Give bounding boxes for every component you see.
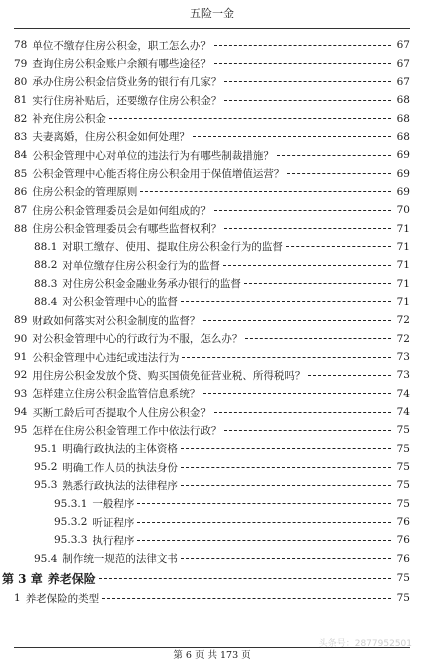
toc-title: 夫妻离婚，住房公积金如何处理？ [32, 131, 190, 144]
toc-leader [203, 393, 391, 394]
toc-number: 88.4 [34, 295, 58, 308]
toc-entry[interactable] [0, 183, 424, 201]
toc-number: 91 [14, 351, 28, 364]
toc-page: 76 [396, 534, 410, 547]
toc-leader [224, 430, 391, 431]
toc-number: 95.3 [34, 479, 58, 492]
toc-entry[interactable] [0, 440, 424, 458]
toc-number: 88.2 [34, 259, 58, 272]
toc-entry[interactable] [0, 348, 424, 366]
toc-page: 69 [396, 167, 410, 180]
toc-page: 75 [396, 442, 410, 455]
toc-title: 住房公积金管理委员会有哪些监督权利？ [32, 223, 222, 236]
toc-number: 95 [14, 424, 28, 437]
toc-number: 95.3.3 [54, 534, 88, 547]
toc-number: 93 [14, 387, 28, 400]
toc-number: 88 [14, 222, 28, 235]
toc-page: 67 [396, 39, 410, 52]
toc-title: 一般程序 [92, 498, 135, 511]
toc-entry[interactable] [0, 36, 424, 54]
toc-entry[interactable] [0, 219, 424, 237]
toc-number: 95.3.2 [54, 516, 88, 529]
footer-rule [14, 647, 410, 648]
toc-leader [137, 503, 391, 504]
toc-page: 76 [396, 552, 410, 565]
toc-number: 95.3.1 [54, 497, 88, 510]
toc-page: 72 [396, 314, 410, 327]
toc-leader [102, 598, 391, 599]
toc-leader [244, 283, 391, 284]
toc-page: 75 [396, 572, 410, 585]
toc-entry[interactable] [0, 201, 424, 219]
toc-page: 69 [396, 185, 410, 198]
toc-title: 对公积金管理中心的行政行为不服，怎么办？ [32, 333, 243, 346]
toc-leader [223, 265, 391, 266]
toc-leader [140, 191, 391, 192]
toc-entry[interactable] [0, 495, 424, 513]
toc-title: 补充住房公积金 [32, 113, 106, 126]
toc-leader [181, 467, 391, 468]
toc-page: 71 [396, 259, 410, 272]
toc-number: 95.2 [34, 461, 58, 474]
toc-title: 对住房公积金金融业务承办银行的监督 [62, 278, 241, 291]
toc-entry[interactable] [0, 330, 424, 348]
toc-leader [214, 63, 391, 64]
toc-entry[interactable] [0, 54, 424, 72]
toc-leader [182, 357, 391, 358]
toc-entry[interactable] [0, 274, 424, 292]
toc-title: 住房公积金的管理原则 [32, 186, 138, 199]
toc-title: 承办住房公积金信贷业务的银行有几家？ [32, 76, 222, 89]
toc-title: 执行程序 [92, 534, 135, 547]
toc-page: 71 [396, 222, 410, 235]
toc-page: 75 [396, 461, 410, 474]
toc-number: 83 [14, 130, 28, 143]
toc-leader [137, 522, 391, 523]
toc-title: 单位不缴存住房公积金，职工怎么办？ [32, 39, 211, 52]
toc-number: 89 [14, 314, 28, 327]
toc-title: 明确行政执法的主体资格 [62, 443, 178, 456]
toc-page: 75 [396, 424, 410, 437]
toc-number: 88.1 [34, 240, 58, 253]
toc-page: 75 [396, 479, 410, 492]
toc-title: 住房公积金管理委员会是如何组成的？ [32, 204, 211, 217]
table-of-contents [0, 36, 424, 607]
toc-entry[interactable] [0, 256, 424, 274]
toc-entry[interactable] [0, 146, 424, 164]
toc-leader [214, 45, 391, 46]
toc-title: 财政如何落实对公积金制度的监督？ [32, 314, 201, 327]
toc-title: 养老保险的类型 [25, 592, 100, 605]
toc-title: 实行住房补贴后，还要缴存住房公积金？ [32, 94, 222, 107]
page-footer [0, 649, 424, 664]
toc-entry[interactable] [0, 531, 424, 549]
toc-number: 90 [14, 332, 28, 345]
toc-number: 87 [14, 204, 28, 217]
page-number-label: 第 6 页 共 173 页 [173, 650, 251, 661]
toc-leader [203, 320, 391, 321]
toc-entry[interactable] [0, 366, 424, 384]
toc-page: 68 [396, 112, 410, 125]
toc-page: 73 [396, 369, 410, 382]
watermark: 头条号：2877952501 [318, 639, 412, 649]
toc-number: 95.4 [34, 552, 58, 565]
toc-page: 75 [396, 592, 410, 605]
toc-number: 1 [14, 592, 21, 605]
toc-entry[interactable] [0, 238, 424, 256]
toc-title: 查询住房公积金账户余额有哪些途径？ [32, 58, 211, 71]
toc-title: 听证程序 [92, 516, 135, 529]
toc-number: 84 [14, 149, 28, 162]
toc-page: 69 [396, 149, 410, 162]
toc-page: 72 [396, 332, 410, 345]
toc-number: 92 [14, 369, 28, 382]
toc-leader [245, 338, 391, 339]
toc-chapter-title: 养老保险 [47, 571, 96, 586]
toc-number: 88.3 [34, 277, 58, 290]
toc-entry[interactable] [0, 403, 424, 421]
toc-chapter-number: 第 3 章 [2, 571, 43, 586]
toc-title: 公积金管理中心能否将住房公积金用于保值增值运营？ [32, 168, 285, 181]
toc-entry[interactable] [0, 293, 424, 311]
toc-leader [181, 485, 391, 486]
toc-title: 买断工龄后可否提取个人住房公积金？ [32, 406, 211, 419]
toc-page: 76 [396, 516, 410, 529]
toc-entry[interactable] [0, 164, 424, 182]
toc-page: 73 [396, 351, 410, 364]
toc-title: 明确工作人员的执法身份 [62, 461, 178, 474]
toc-leader [109, 118, 391, 119]
toc-page: 68 [396, 130, 410, 143]
toc-leader [214, 210, 391, 211]
toc-page: 74 [396, 387, 410, 400]
toc-chapter-entry[interactable] [0, 568, 424, 589]
toc-entry[interactable] [0, 513, 424, 531]
toc-leader [181, 448, 391, 449]
toc-title: 制作统一规范的法律文书 [62, 553, 178, 566]
toc-page: 67 [396, 75, 410, 88]
toc-entry[interactable] [0, 589, 424, 607]
toc-number: 85 [14, 167, 28, 180]
toc-leader [181, 558, 391, 559]
toc-entry[interactable] [0, 476, 424, 494]
toc-entry[interactable] [0, 73, 424, 91]
toc-number: 78 [14, 39, 28, 52]
toc-title: 公积金管理中心对单位的违法行为有哪些制裁措施？ [32, 149, 274, 162]
toc-entry[interactable] [0, 109, 424, 127]
toc-page: 68 [396, 94, 410, 107]
toc-leader [214, 412, 391, 413]
toc-title: 熟悉行政执法的法律程序 [62, 479, 178, 492]
toc-leader [224, 100, 391, 101]
toc-number: 79 [14, 57, 28, 70]
header-rule [14, 28, 410, 29]
toc-number: 86 [14, 185, 28, 198]
toc-title: 公积金管理中心违纪或违法行为 [32, 351, 180, 364]
toc-title: 对单位缴存住房公积金行为的监督 [62, 259, 220, 272]
toc-page: 71 [396, 240, 410, 253]
toc-page: 67 [396, 57, 410, 70]
toc-leader [224, 81, 391, 82]
toc-number: 95.1 [34, 442, 58, 455]
toc-title: 对公积金管理中心的监督 [62, 296, 178, 309]
toc-leader [287, 173, 391, 174]
toc-leader [193, 136, 391, 137]
toc-entry[interactable] [0, 458, 424, 476]
toc-number: 82 [14, 112, 28, 125]
toc-leader [277, 155, 391, 156]
toc-number: 80 [14, 75, 28, 88]
toc-page: 70 [396, 204, 410, 217]
toc-title: 怎样在住房公积金管理工作中依法行政？ [32, 424, 222, 437]
toc-number: 81 [14, 94, 28, 107]
toc-page: 71 [396, 295, 410, 308]
toc-leader [224, 228, 391, 229]
toc-entry[interactable] [0, 550, 424, 568]
toc-entry[interactable] [0, 91, 424, 109]
toc-leader [99, 578, 391, 579]
header-title: 五险一金 [190, 7, 234, 20]
toc-leader [308, 375, 391, 376]
toc-number: 94 [14, 406, 28, 419]
page-header [0, 0, 424, 30]
toc-title: 对职工缴存、使用、提取住房公积金行为的监督 [62, 241, 283, 254]
toc-entry[interactable] [0, 311, 424, 329]
toc-leader [137, 540, 391, 541]
toc-page: 71 [396, 277, 410, 290]
toc-page: 75 [396, 497, 410, 510]
toc-page: 74 [396, 406, 410, 419]
toc-leader [286, 246, 391, 247]
toc-entry[interactable] [0, 385, 424, 403]
toc-title: 怎样建立住房公积金监管信息系统？ [32, 388, 201, 401]
toc-entry[interactable] [0, 128, 424, 146]
toc-leader [181, 301, 391, 302]
toc-entry[interactable] [0, 421, 424, 439]
toc-title: 用住房公积金发放个贷、购买国债免征营业税、所得税吗？ [32, 369, 306, 382]
